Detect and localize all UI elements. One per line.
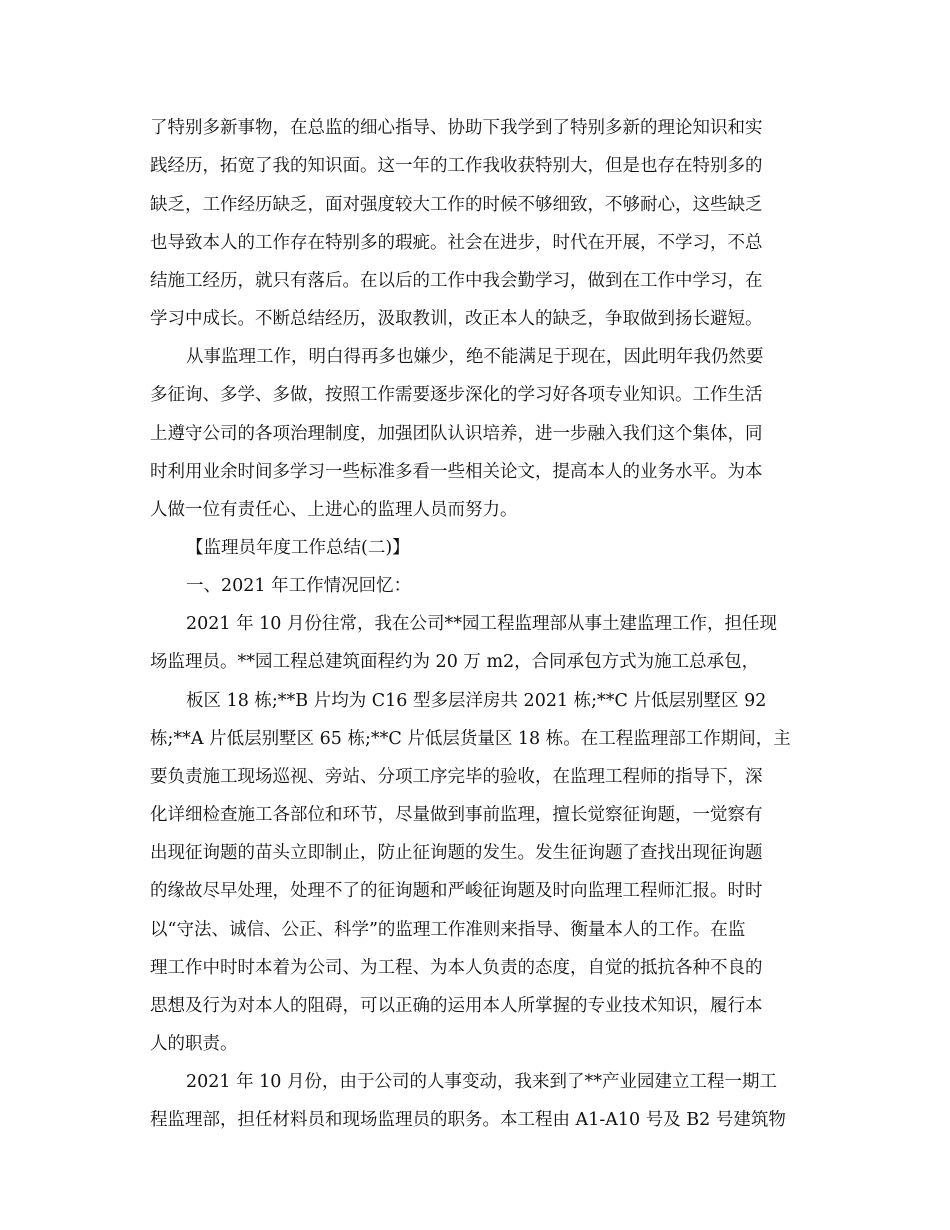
text-line: 上遵守公司的各项治理制度，加强团队认识培养，进一步融入我们这个集体，同 xyxy=(150,424,763,444)
text-line: 了特别多新事物，在总监的细心指导、协助下我学到了特别多新的理论知识和实 xyxy=(150,118,763,138)
text-line: 缺乏，工作经历缺乏，面对强度较大工作的时候不够细致，不够耐心，这些缺乏 xyxy=(150,195,763,215)
text-line: 从事监理工作，明白得再多也嫌少，绝不能满足于现在，因此明年我仍然要 xyxy=(186,347,764,367)
text-line: 多征询、多学、多做，按照工作需要逐步深化的学习好各项专业知识。工作生活 xyxy=(150,385,763,405)
text-line: 也导致本人的工作存在特别多的瑕疵。社会在进步，时代在开展，不学习，不总 xyxy=(150,233,763,253)
text-line: 板区 18 栋;**B 片均为 C16 型多层洋房共 2021 栋;**C 片低层别墅区 92 xyxy=(186,691,767,711)
text-line: 人的职责。 xyxy=(150,1034,238,1054)
text-line: 以“守法、诚信、公正、科学”的监理工作准则来指导、衡量本人的工作。在监 xyxy=(150,920,746,940)
text-line: 的缘故尽早处理，处理不了的征询题和严峻征询题及时向监理工程师汇报。时时 xyxy=(150,881,763,901)
text-line: 栋;**A 片低层别墅区 65 栋;**C 片低层货量区 18 栋。在工程监理部工作期间，主 xyxy=(150,729,791,749)
text-line: 理工作中时时本着为公司、为工程、为本人负责的态度，自觉的抵抗各种不良的 xyxy=(150,958,763,978)
text-line: 程监理部，担任材料员和现场监理员的职务。本工程由 A1-A10 号及 B2 号建筑物 xyxy=(150,1110,786,1130)
text-line: 2021 年 10 月份，由于公司的人事变动，我来到了**产业园建立工程一期工 xyxy=(186,1072,777,1092)
text-line: 要负责施工现场巡视、旁站、分项工序完毕的验收，在监理工程师的指导下，深 xyxy=(150,767,763,787)
text-line: 出现征询题的苗头立即制止，防止征询题的发生。发生征询题了查找出现征询题 xyxy=(150,843,763,863)
text-line: 结施工经历，就只有落后。在以后的工作中我会勤学习，做到在工作中学习，在 xyxy=(150,271,763,291)
text-line: 学习中成长。不断总结经历，汲取教训，改正本人的缺乏，争取做到扬长避短。 xyxy=(150,309,763,329)
text-line: 化详细检查施工各部位和环节，尽量做到事前监理，擅长觉察征询题，一觉察有 xyxy=(150,805,763,825)
text-line: 时利用业余时间多学习一些标准多看一些相关论文，提高本人的业务水平。为本 xyxy=(150,462,763,482)
subsection-heading: 一、2021 年工作情况回忆： xyxy=(186,576,412,596)
text-line: 践经历，拓宽了我的知识面。这一年的工作我收获特别大，但是也存在特别多的 xyxy=(150,156,763,176)
text-line: 人做一位有责任心、上进心的监理人员而努力。 xyxy=(150,500,518,520)
text-line: 2021 年 10 月份往常，我在公司**园工程监理部从事土建监理工作，担任现 xyxy=(186,614,777,634)
section-heading: 【监理员年度工作总结(二)】 xyxy=(186,538,410,558)
text-line: 场监理员。**园工程总建筑面程约为 20 万 m2，合同承包方式为施工总承包， xyxy=(150,652,760,672)
text-line: 思想及行为对本人的阻碍，可以正确的运用本人所掌握的专业技术知识，履行本 xyxy=(150,996,763,1016)
